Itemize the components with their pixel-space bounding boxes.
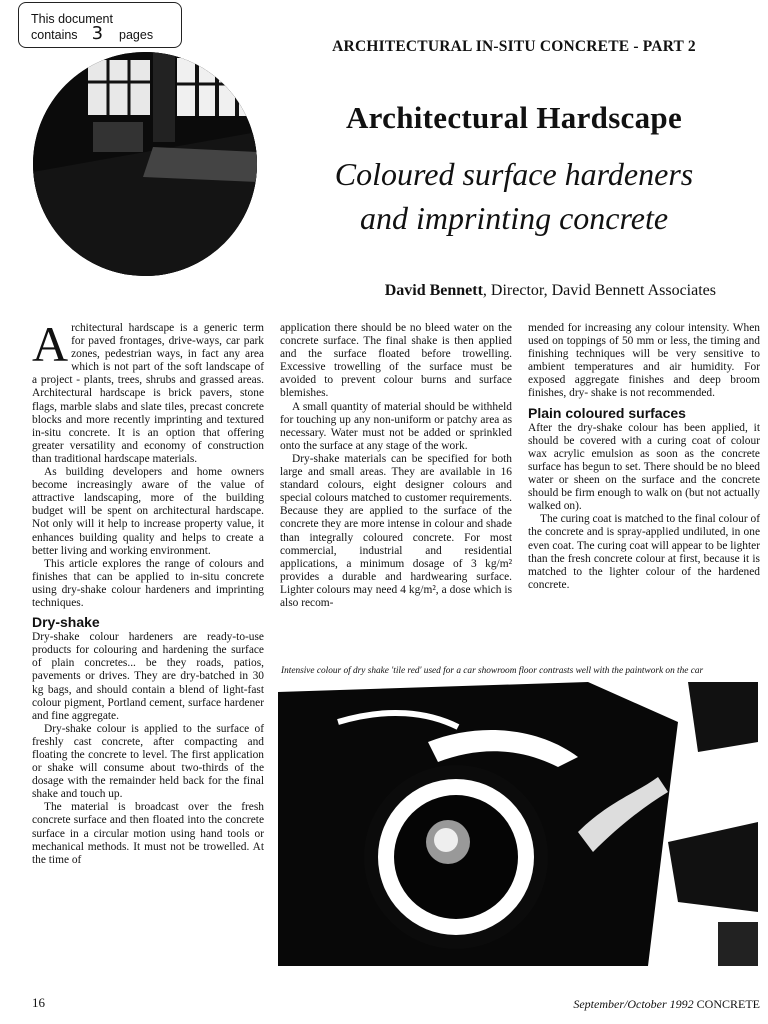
author-role: , Director, David Bennett Associates (482, 282, 716, 299)
issue-date: September/October 1992 (573, 997, 694, 1011)
paragraph: mended for increasing any colour intensity. When used on toppings of 50 mm or less, the timing and finishing techniques will be very sensitive to ambient temperatures and air humidity. For exposed aggregate finishes and deep broom finishes, dry- shake is not recommended. (528, 322, 760, 400)
column-1 (32, 316, 264, 867)
photo-caption: Intensive colour of dry shake 'tile red' used for a car showroom floor contrasts well with the paintwork on the car (281, 666, 704, 676)
stamp-line-1: This document (31, 12, 113, 26)
magazine-name: CONCRETE (696, 997, 760, 1011)
circular-photo (33, 52, 257, 276)
paragraph: As building developers and home owners become increasingly aware of the value of attractive landscaping, more of the building budget will be spent on architectural hardscape. Not only will it help to increase property value, it enhances building quality and helps to create a better living and working environment. (32, 466, 264, 557)
drop-cap: A (32, 316, 69, 372)
column-3 (528, 322, 760, 592)
car-photo (278, 682, 758, 966)
stamp-pages: pages (119, 28, 154, 42)
stamp-contains: contains (31, 28, 78, 42)
paragraph: The curing coat is matched to the final colour of the concrete and is spray-applied undiluted, in one even coat. The curing coat will appear to be lighter than the fresh concrete colour at first, because it is matched to the lighter colour of the hardened concrete. (528, 513, 760, 591)
page-count-stamp (18, 2, 182, 48)
stamp-handwritten-count: 3 (91, 23, 104, 44)
subtitle-line-1: Coloured surface hardeners (334, 156, 694, 192)
article-subtitle (296, 152, 732, 240)
page-number: 16 (32, 995, 45, 1010)
paragraph: After the dry-shake colour has been applied, it should be covered with a curing coat of colour wax acrylic emulsion as soon as the concrete surface has begun to set. There should be no bleed water or sheen on the surface and the concrete should be firm enough to walk on (but not actually walked on). (528, 421, 760, 513)
subtitle-line-2: and imprinting concrete (359, 200, 669, 236)
paragraph: application there should be no bleed water on the concrete surface. The final shake is then applied and the surface floated before trowelling. Excessive trowelling of the surface must be avoided to prevent colour burns and surface blemishes. (280, 322, 512, 400)
paragraph: Dry-shake materials can be specified for both large and small areas. They are available in 16 standard colours, eight designer colours and special colours matched to customer requirements. Because they are applied to the surface of the concrete they are more intense in colour and shade than integrally coloured concrete. For most commercial, industrial and residential applications, a minimum dosage of 3 kg/m² provides a durable and hardwearing surface. Lighter colours may need 4 kg/m², a dose which is also recom- (280, 452, 512, 609)
section-heading-plain-coloured: Plain coloured surfaces (528, 404, 686, 421)
series-heading: ARCHITECTURAL IN-SITU CONCRETE - PART 2 (332, 38, 696, 55)
paragraph: The material is broadcast over the fresh concrete surface and then floated into the concrete surface in a circular motion using hand tools or mechanical methods. It must not be trowelled. At the time of (32, 801, 264, 866)
author-name: David Bennett (384, 282, 483, 299)
car-wheel-graphic (278, 682, 758, 966)
paragraph: Dry-shake colour is applied to the surface of freshly cast concrete, after compacting and floating the concrete to level. The first application or shake will consume about two-thirds of the dosage with the remainder held back for the final shake and touch up. (32, 722, 264, 801)
byline (296, 282, 716, 300)
paragraph: Dry-shake colour hardeners are ready-to-use products for colouring and hardening the surface of plain concretes... be they roads, patios, pavements or drives. They are dry-batched in 30 kg bags, and should contain a blend of light-fast colour pigment, Portland cement, surface hardener and fine aggregate. (32, 631, 264, 722)
stamp-line-2 (31, 23, 181, 44)
intro-text: rchitectural hardscape is a generic term for paved frontages, drive-ways, car park zones, pedestrian ways, in fact any area which is not part of the soft landscape of a project - plants, trees, shrubs and grassed areas. Architectural hardscape is brick pavers, stone flags, marble slabs and slate tiles, precast concrete blocks and more recently imprinting and textured in-situ concrete. It is an option that offering greater versatility and economy of construction than traditional hardscape materials. (32, 322, 264, 465)
intro-paragraph (32, 316, 264, 466)
column-2 (280, 322, 512, 610)
article-title: Architectural Hardscape (345, 100, 683, 135)
window-photo-graphic (33, 52, 257, 276)
issue-footer (460, 997, 760, 1012)
section-heading-dry-shake: Dry-shake (32, 614, 100, 631)
paragraph: This article explores the range of colours and finishes that can be applied to in-situ concrete using dry-shake colour hardeners and imprinting techniques. (32, 557, 264, 609)
paragraph: A small quantity of material should be withheld for touching up any non-uniform or patchy area as necessary. Water must not be added or sprinkled onto the surface at any stage of the work. (280, 400, 512, 452)
